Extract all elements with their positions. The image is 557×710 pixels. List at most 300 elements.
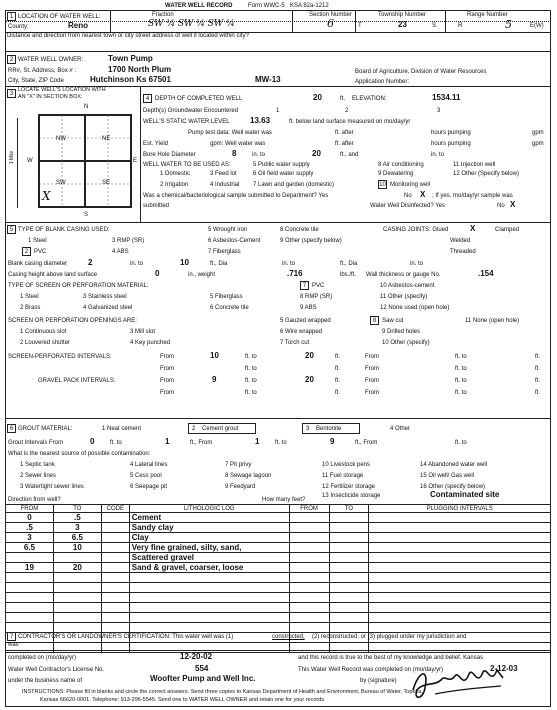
opening-3: 3 Mill slot	[130, 329, 156, 335]
perf-ft-3: ft.	[335, 366, 341, 372]
locate-title-1: LOCATE WELL'S LOCATION WITH	[18, 87, 106, 93]
contam-13: 13 Insecticide storage	[322, 493, 381, 499]
grout-neat: 1 Neat cement	[102, 426, 142, 432]
section-2-marker: 2	[7, 55, 16, 64]
log-cell	[329, 513, 369, 523]
log-cell	[289, 613, 329, 623]
weight-value: .716	[287, 269, 303, 278]
log-cell	[369, 643, 551, 653]
city-value: Hutchinson Ks 67501	[90, 75, 171, 84]
completed-label: completed on (mo/day/yr)	[8, 655, 77, 661]
log-cell: 0	[6, 513, 54, 523]
range-value: 5	[505, 18, 512, 31]
elevation-label: ELEVATION:	[352, 96, 387, 102]
grout-1-to: 1	[165, 437, 170, 446]
log-header-plug-to: TO	[329, 505, 369, 513]
perf-ft: ft.	[335, 354, 341, 360]
opening-2: 2 Louvered shutter	[20, 340, 71, 346]
chem-label: Was a chemical/bacteriological sample submitted to Department? Yes	[143, 193, 329, 199]
elevation-value: 1534.11	[432, 93, 461, 102]
contam-9: 9 Feedyard	[225, 484, 256, 490]
blank-in-to-2: in. to	[282, 261, 296, 267]
log-cell	[129, 613, 289, 623]
clamped-label: Clamped	[495, 227, 520, 233]
log-cell	[369, 603, 551, 613]
log-cell	[329, 613, 369, 623]
log-header-lithologic: LITHOLOGIC LOG	[129, 505, 289, 513]
table-row	[6, 613, 551, 623]
log-cell	[369, 613, 551, 623]
log-cell	[101, 603, 129, 613]
log-cell	[289, 533, 329, 543]
contam-11: 11 Fuel storage	[322, 473, 364, 479]
perf-ft-4: ft.	[535, 366, 541, 372]
casing-8: 8 Concrete tile	[280, 227, 319, 233]
grout-label: GROUT MATERIAL:	[18, 426, 73, 432]
pump-test-label: Pump test data: Well water was	[188, 130, 272, 136]
use-10-circled: 10	[379, 182, 386, 188]
contam-15: 15 Oil well/ Gas well	[420, 473, 475, 479]
bore-value: 8	[232, 149, 237, 158]
log-cell	[329, 623, 369, 633]
perf-from-4: From	[365, 366, 379, 372]
perf-from-label: From	[160, 354, 174, 360]
opening-9: 9 Drilled holes	[382, 329, 421, 335]
log-cell	[53, 583, 101, 593]
opening-4: 4 Key punched	[130, 340, 171, 346]
use-5: 5 Public water supply	[253, 162, 310, 168]
cert-line-1: CONTRACTOR'S OR LANDOWNER'S CERTIFICATION: This water well was (1)	[18, 634, 234, 640]
township-value: 23	[398, 20, 407, 29]
contam-12: 12 Fertilizer storage	[322, 484, 376, 490]
address-value: 1700 North Plum	[108, 65, 172, 74]
casing-9: 9 Other (specify below)	[280, 238, 342, 244]
log-header-plugging: PLUGGING INTERVALS	[369, 505, 551, 513]
log-cell	[289, 513, 329, 523]
cert-constructed: constructed,	[272, 634, 305, 640]
height-value: 0	[155, 269, 160, 278]
blank-in-to: in. to	[130, 261, 144, 267]
log-header-row	[6, 505, 551, 513]
screen-3: 3 Stainless steel	[83, 294, 127, 300]
use-label: WELL WATER TO BE USED AS:	[143, 162, 231, 168]
screen-11: 11 Other (specify)	[380, 294, 428, 300]
opening-11: 11 None (open hole)	[465, 318, 520, 324]
log-cell	[6, 623, 54, 633]
log-cell	[129, 603, 289, 613]
perf-ft-to-2: ft. to	[455, 354, 467, 360]
signature-label: by (signature)	[360, 678, 397, 684]
casing-2-pvc: PVC	[34, 249, 47, 255]
screen-8: 8 RMP (SR)	[300, 294, 333, 300]
section-3-marker: 3	[7, 89, 16, 98]
north-label: N	[84, 104, 89, 110]
direction-label: Direction from well?	[8, 497, 61, 503]
log-cell	[289, 523, 329, 533]
how-many-feet-label: How many feet?	[262, 497, 306, 503]
grout-2-ft-to: ft. to	[275, 440, 287, 446]
city-label: City, State, ZIP Code	[8, 78, 64, 84]
contam-10: 10 Livestock pens	[322, 462, 371, 468]
owner-name: Town Pump	[108, 54, 153, 63]
groundwater-label: Depth(s) Groundwater Encountered	[143, 108, 239, 114]
log-cell	[369, 623, 551, 633]
log-cell	[101, 593, 129, 603]
log-cell	[101, 573, 129, 583]
application-label: Application Number:	[355, 79, 410, 85]
use-1: 1 Domestic	[160, 171, 191, 177]
pvc-circled: 2	[22, 247, 31, 256]
log-cell	[329, 593, 369, 603]
opening-1: 1 Continuous slot	[20, 329, 67, 335]
screen-1: 1 Steel	[20, 294, 39, 300]
log-cell: Cement	[129, 513, 289, 523]
log-cell	[289, 593, 329, 603]
bore-in-to: in. to	[252, 152, 266, 158]
depth-label: DEPTH OF COMPLETED WELL	[155, 96, 243, 102]
county-label: County:	[8, 24, 29, 30]
log-cell	[6, 613, 54, 623]
log-cell	[369, 513, 551, 523]
height-label: Casing height above land surface	[8, 272, 98, 278]
grout-cement: Cement grout	[202, 426, 239, 432]
log-cell	[289, 563, 329, 573]
perf-from-2: From	[365, 354, 379, 360]
log-cell: 3	[53, 523, 101, 533]
use-9: 9 Dewatering	[378, 171, 414, 177]
gravel-from-4: From	[365, 390, 379, 396]
log-cell	[289, 553, 329, 563]
log-cell	[6, 603, 54, 613]
table-row	[6, 563, 551, 573]
table-row	[6, 553, 551, 563]
se-label: SE	[102, 180, 111, 186]
screen-4: 4 Galvanized steel	[83, 305, 133, 311]
board-label: Board of Agriculture, Division of Water Resources	[355, 69, 487, 75]
gravel-ft-to-2: ft. to	[455, 378, 467, 384]
gravel-from-2: From	[365, 378, 379, 384]
wall-label: Wall thickness or gauge No.	[366, 272, 441, 278]
log-cell	[101, 513, 129, 523]
table-row	[6, 643, 551, 653]
use-3: 3 Feed lot	[210, 171, 237, 177]
log-cell	[101, 523, 129, 533]
section-number-value: 6	[327, 17, 334, 30]
gravel-ft-to-4: ft. to	[455, 390, 467, 396]
owner-label: WATER WELL OWNER:	[18, 57, 84, 63]
grout-other: 4 Other	[390, 426, 411, 432]
depth-value: 20	[313, 93, 322, 102]
contam-3: 3 Watertight sewer lines	[20, 484, 84, 490]
yield-label: Est. Yield	[143, 141, 169, 147]
log-cell	[129, 593, 289, 603]
perf-ft-to-4: ft. to	[455, 366, 467, 372]
use-12: 12 Other (Specify below)	[453, 171, 520, 177]
contam-8: 8 Sewage lagoon	[225, 473, 272, 479]
use-11: 11 Injection well	[453, 162, 496, 168]
casing-3: 3 RMP (SR)	[112, 238, 145, 244]
screen-2: 2 Brass	[20, 305, 41, 311]
contam-6: 6 Seepage pit	[130, 484, 168, 490]
casing-5: 5 Wrought iron	[208, 227, 248, 233]
distance-label: Distance and direction from nearest town or city street address of well if located within city?	[7, 33, 249, 39]
weight-label: in., weight	[188, 272, 216, 278]
log-header-code: CODE	[101, 505, 129, 513]
blank-diameter-label: Blank casing diameter	[8, 261, 68, 267]
screen-7-pvc: PVC	[312, 283, 325, 289]
grout-cement-num: 2	[192, 426, 196, 432]
yield-gpm: gpm	[532, 141, 544, 147]
log-cell: 10	[53, 543, 101, 553]
gw-1: 1	[276, 108, 280, 114]
bore-ft-and: ft., and	[340, 152, 359, 158]
perf-from-3: From	[160, 366, 174, 372]
log-cell	[289, 543, 329, 553]
log-cell	[53, 623, 101, 633]
table-row	[6, 603, 551, 613]
record-date-value: 2-12-03	[490, 664, 518, 673]
yield-mid: gpm: Well water was	[210, 141, 266, 147]
table-row	[6, 573, 551, 583]
log-cell	[101, 543, 129, 553]
gravel-ft-to: ft. to	[245, 378, 257, 384]
screen-9: 9 ABS	[300, 305, 317, 311]
grout-bent-num: 3	[306, 426, 310, 432]
log-cell	[369, 593, 551, 603]
business-value: Woofter Pump and Well Inc.	[150, 674, 256, 683]
opening-7: 7 Torch cut	[280, 340, 310, 346]
log-cell	[129, 643, 289, 653]
contam-7: 7 Pit privy	[225, 462, 252, 468]
log-header-from: FROM	[6, 505, 54, 513]
chem-no: No	[404, 193, 412, 199]
gravel-label: GRAVEL PACK INTERVALS:	[38, 378, 116, 384]
perf-to-value: 20	[305, 351, 314, 360]
grout-2-to: 9	[330, 437, 335, 446]
form-number: Form WWC-5	[248, 3, 285, 9]
lbsft-label: lbs./ft.	[340, 272, 357, 278]
log-cell	[129, 583, 289, 593]
mile-label: 1 Mile	[9, 150, 16, 165]
pump-hours: hours pumping	[431, 130, 471, 136]
disinfected-x: X	[510, 200, 516, 209]
fraction-label: Fraction	[152, 12, 174, 18]
instructions-line-1: INSTRUCTIONS: Please fill in blanks and circle the correct answers. Send three copies to Kansas Department of Health and Environment, Bureau of Water, Topeka,	[22, 689, 423, 695]
use-4: 4 Industrial	[210, 182, 240, 188]
section-6-marker: 6	[7, 424, 16, 433]
grout-intervals-label: Grout Intervals From	[8, 440, 64, 446]
gravel-ft-to-3: ft. to	[245, 390, 257, 396]
log-cell: Very fine grained, silty, sand,	[129, 543, 289, 553]
log-cell	[53, 643, 101, 653]
contam-label: What is the nearest source of possible contamination:	[8, 451, 151, 457]
perf-ft-2: ft.	[535, 354, 541, 360]
contam-14: 14 Abandoned water well	[420, 462, 488, 468]
gravel-to-value: 20	[305, 375, 314, 384]
range-r: R	[458, 23, 463, 29]
blank-ft-dia: ft., Dia	[210, 261, 228, 267]
south-label: S	[84, 212, 89, 218]
log-cell	[289, 603, 329, 613]
table-row	[6, 513, 551, 523]
use-7: 7 Lawn and garden (domestic)	[253, 182, 335, 188]
mw-label: MW-13	[255, 75, 281, 84]
log-cell	[101, 533, 129, 543]
blank-in-to-3: in. to	[410, 261, 424, 267]
log-cell: Clay	[129, 533, 289, 543]
use-6: 6 Oil field water supply	[253, 171, 314, 177]
gravel-ft-2: ft.	[535, 378, 541, 384]
this-record-label: This Water Well Record was completed on (mo/day/yr)	[298, 667, 444, 673]
blank-ft-dia-2: ft., Dia	[340, 261, 358, 267]
perf-from-value: 10	[210, 351, 219, 360]
lithologic-log-table	[5, 504, 551, 653]
grout-bentonite: Bentonite	[316, 426, 342, 432]
blank-diameter-value: 2	[88, 258, 93, 267]
use-8: 8 Air conditioning	[378, 162, 424, 168]
casing-7: 7 Fiberglass	[208, 249, 241, 255]
disinfected-label: Water Well Disinfected? Yes	[370, 203, 446, 209]
contam-other-value: Contaminated site	[430, 490, 500, 499]
chem-tail: ; If yes, mo/day/yr sample was	[432, 193, 513, 199]
joints-label: CASING JOINTS: Glued	[383, 227, 449, 233]
opening-5: 5 Gauzed wrapped	[280, 318, 331, 324]
completed-value: 12-20-02	[180, 652, 213, 661]
table-row	[6, 583, 551, 593]
blank-to-value: 10	[180, 258, 189, 267]
range-ew: E(W)	[530, 23, 544, 29]
gw-2: 2	[345, 108, 349, 114]
opening-6: 6 Wire wrapped	[280, 329, 323, 335]
section-number-label: Section Number	[309, 12, 353, 18]
gravel-ft-4: ft.	[535, 390, 541, 396]
yield-hours: hours pumping	[431, 141, 471, 147]
section-5-marker: 5	[7, 225, 16, 234]
screen-6: 6 Concrete tile	[210, 305, 249, 311]
gravel-ft: ft.	[335, 378, 341, 384]
contam-1: 1 Septic tank	[20, 462, 55, 468]
bore-label: Bore Hole Diameter	[143, 152, 196, 158]
log-cell	[329, 553, 369, 563]
log-header-to: TO	[53, 505, 101, 513]
wall-value: .154	[478, 269, 494, 278]
log-cell	[329, 643, 369, 653]
cert-was: was	[8, 642, 19, 648]
table-row	[6, 593, 551, 603]
fraction-value: SW ¼ SW ¼ SW ¼	[148, 19, 235, 29]
perf-ft-to: ft. to	[245, 354, 257, 360]
bore-to-value: 20	[312, 149, 321, 158]
log-cell	[329, 563, 369, 573]
township-label: Township Number	[378, 12, 427, 18]
depth-ft: ft.	[340, 96, 346, 102]
business-label: under the business name of	[8, 678, 83, 684]
chem-x: X	[420, 190, 426, 199]
cert-line-1b: (2) reconstructed, or (3) plugged under my jurisdiction and	[312, 634, 467, 640]
yield-after: ft. after	[335, 141, 354, 147]
bore-in-to-2: in. to	[431, 152, 445, 158]
township-s: S	[432, 23, 437, 29]
log-cell	[369, 583, 551, 593]
grout-ft-from: ft., From	[190, 440, 213, 446]
contam-2: 2 Sewer lines	[20, 473, 57, 479]
county-value: Reno	[68, 21, 88, 30]
contam-4: 4 Lateral lines	[130, 462, 168, 468]
log-cell	[369, 573, 551, 583]
log-cell	[53, 603, 101, 613]
east-label: E	[133, 158, 138, 164]
grout-3-ft-to: ft. to	[455, 440, 467, 446]
log-cell	[6, 583, 54, 593]
casing-4: 4 ABS	[112, 249, 129, 255]
log-cell: 20	[53, 563, 101, 573]
log-cell	[6, 593, 54, 603]
log-cell: 6.5	[53, 533, 101, 543]
log-cell	[53, 573, 101, 583]
log-cell	[329, 603, 369, 613]
section-4-marker: 4	[143, 94, 152, 103]
grout-ft-from-2: ft., From	[355, 440, 378, 446]
log-cell	[101, 553, 129, 563]
pump-gpm: gpm	[532, 130, 544, 136]
log-cell	[289, 623, 329, 633]
range-label: Range Number	[467, 12, 508, 18]
section-grid	[38, 114, 132, 208]
log-cell	[329, 533, 369, 543]
opening-10: 10 Other (specify)	[382, 340, 430, 346]
casing-1: 1 Steel	[28, 238, 47, 244]
west-label: W	[27, 158, 33, 164]
log-cell	[329, 543, 369, 553]
log-header-plug-from: FROM	[289, 505, 329, 513]
log-cell	[101, 643, 129, 653]
log-cell	[289, 573, 329, 583]
perf-ft-to-3: ft. to	[245, 366, 257, 372]
log-cell	[369, 543, 551, 553]
saw-cut-circled: 8	[370, 316, 379, 325]
submitted-label: submitted	[143, 203, 170, 209]
gravel-from-3: From	[160, 390, 174, 396]
log-cell	[329, 523, 369, 533]
log-cell: 19	[6, 563, 54, 573]
table-row	[6, 523, 551, 533]
sw-label: SW	[56, 180, 66, 186]
screen-12: 12 None used (open hole)	[380, 305, 450, 311]
log-cell	[6, 573, 54, 583]
log-cell: 3	[6, 533, 54, 543]
screen-pvc-circled: 7	[300, 281, 309, 290]
log-cell	[289, 643, 329, 653]
table-row	[6, 623, 551, 633]
log-cell	[53, 553, 101, 563]
nw-label: NW	[56, 136, 66, 142]
gravel-ft-3: ft.	[335, 390, 341, 396]
license-label: Water Well Contractor's License No.	[8, 667, 105, 673]
contam-5: 5 Cess pool	[130, 473, 162, 479]
ksa-number: KSA 82a-1212	[290, 3, 329, 9]
grout-1-from: 0	[90, 437, 95, 446]
log-cell	[101, 623, 129, 633]
static-level-suffix: ft. below land surface measured on mo/day/yr	[289, 119, 411, 125]
log-cell	[289, 583, 329, 593]
static-level-value: 13.63	[250, 116, 271, 125]
perf-intervals-label: SCREEN-PERFORATED INTERVALS:	[8, 354, 112, 360]
log-cell: .5	[53, 513, 101, 523]
address-label: RR#, St. Address, Box # :	[8, 68, 77, 74]
gravel-from-label: From	[160, 378, 174, 384]
log-cell	[369, 553, 551, 563]
use-2: 2 Irrigation	[160, 182, 189, 188]
